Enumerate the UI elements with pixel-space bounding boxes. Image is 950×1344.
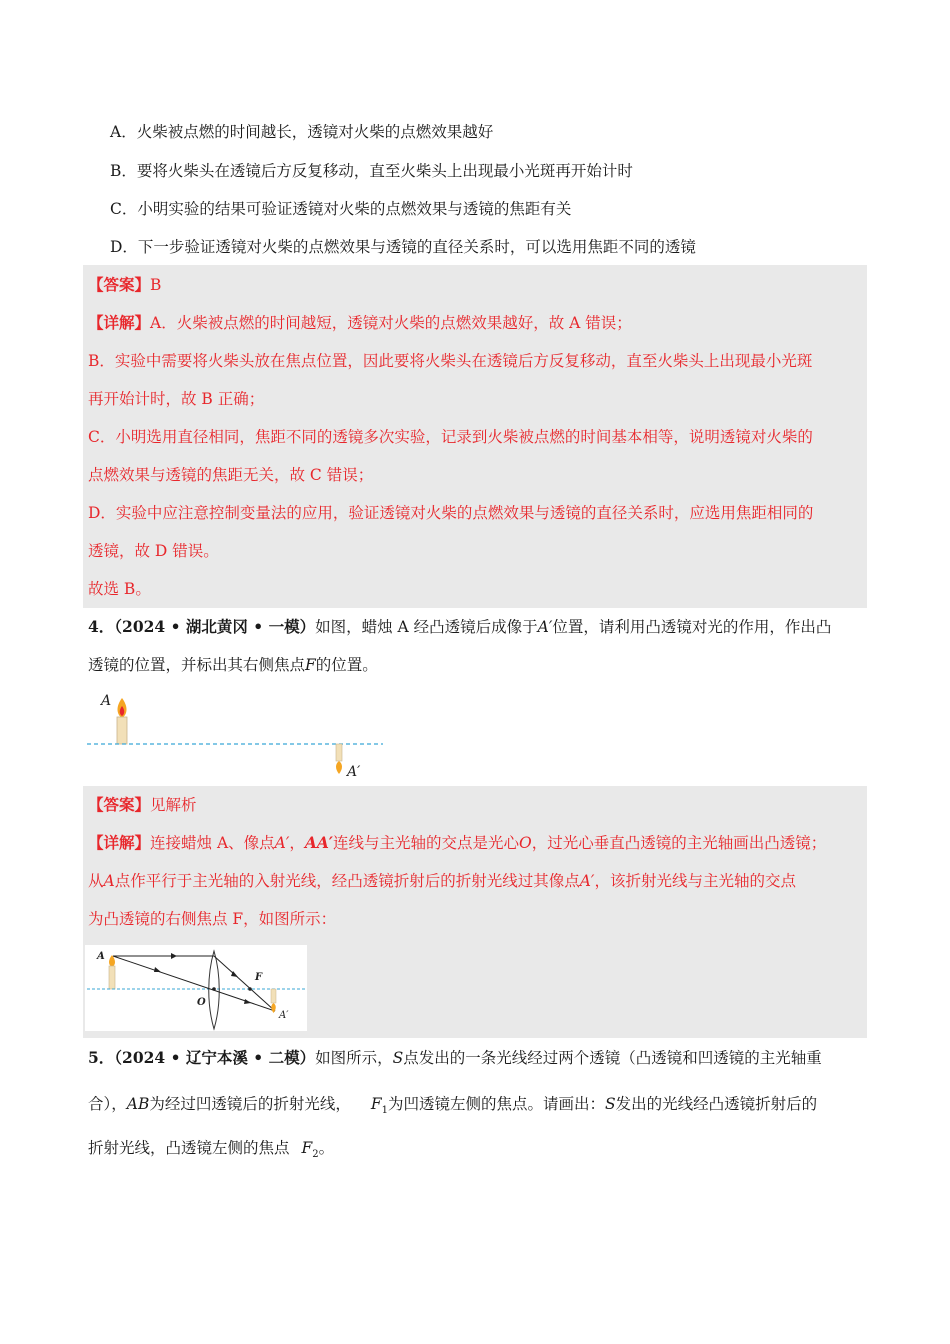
q5-f1: F [370,1095,382,1113]
q5-number: 5． [88,1048,115,1067]
ans-label-o: O [197,997,206,1008]
detail-tag: 【详解】 [88,313,151,332]
fig-label-aprime: A′ [347,764,361,780]
option-b: B．要将火柴头在透镜后方反复移动，直至火柴头上出现最小光斑再开始计时 [110,162,633,180]
detail-aprime: A′ [274,834,290,852]
ray-central [113,956,275,1011]
q5-stem-line-2 [88,1094,817,1121]
detail-sep: ， [289,834,305,852]
detail-text-4: 从 [88,872,104,890]
detail-aaprime: AA′ [304,833,334,852]
q3-detail-line-1 [88,313,632,333]
q5-stem-text-2: 点发出的一条光线经过两个透镜（凸透镜和凹透镜的主光轴重 [403,1049,822,1067]
q5-stem-text-3: 合）， [88,1095,127,1113]
ans-candle-body [109,966,115,989]
q3-detail-line-7: 透镜，故 D 错误。 [88,542,219,560]
q3-conclusion: 故选 B。 [88,580,151,598]
q5-stem-text-4: 为经过凹透镜后的折射光线， [149,1095,351,1113]
q4-source: （2024 • 湖北黄冈 • 一模） [114,617,316,636]
detail-text-3: ，过光心垂直凸透镜的主光轴画出凸透镜； [531,834,827,852]
q4-stem-text: 如图，蜡烛 A 经凸透镜后成像于 [315,618,538,636]
detail-text-5: 点作平行于主光轴的入射光线，经凸透镜折射后的折射光线过其像点 [114,872,580,890]
answer-tag: 【答案】 [88,795,151,814]
q5-ab: AB [126,1095,150,1113]
q5-stem-end: 。 [318,1139,335,1157]
q5-f1-sub: 1 [381,1105,389,1117]
q4-stem-text-3: 透镜的位置，并标出其右侧焦点 [88,656,306,674]
detail-text: A．火柴被点燃的时间越短，透镜对火柴的点燃效果越好，故 A 错误； [150,314,632,332]
q3-detail-line-4: C．小明选用直径相同，焦距不同的透镜多次实验，记录到火柴被点燃的时间基本相等，说明透镜对火柴的 [88,428,813,446]
q5-stem-text: 如图所示， [315,1049,393,1067]
q4-focus-f: F [305,656,316,674]
answer-value: B [150,276,162,294]
q5-stem-text-5: 为凹透镜左侧的焦点。请画出： [388,1095,606,1113]
candle-body [117,717,127,744]
q4-detail-line-3: 为凸透镜的右侧焦点 F，如图所示： [88,910,337,928]
q4-stem-text-2: 位置，请利用凸透镜对光的作用，作出凸 [552,618,832,636]
detail-aprime-2: A′ [579,872,595,890]
q5-stem-line-3 [88,1138,334,1165]
q4-detail-line-2 [88,871,796,891]
image-candle-body [336,744,342,761]
q4-aprime: A′ [537,618,553,636]
q5-stem-text-7: 折射光线，凸透镜左侧的焦点 [88,1139,290,1157]
option-a: A．火柴被点燃的时间越长，透镜对火柴的点燃效果越好 [110,123,494,141]
q3-detail-line-5: 点燃效果与透镜的焦距无关，故 C 错误； [88,466,374,484]
optical-center [212,987,216,991]
answer-tag: 【答案】 [88,275,151,294]
ans-label-f: F [255,972,263,983]
ans-label-aprime: A′ [279,1010,289,1021]
q4-number: 4． [88,617,115,636]
detail-o: O [519,834,532,852]
q4-stem-text-4: 的位置。 [315,656,378,674]
detail-tag: 【详解】 [88,833,151,852]
q4-answer-figure [85,945,307,1031]
focus-point [248,987,252,991]
q3-detail-line-3: 再开始计时，故 B 正确； [88,390,265,408]
ray-arrow-3 [154,967,161,972]
ray-arrow-1 [171,953,177,959]
option-d: D．下一步验证透镜对火柴的点燃效果与透镜的直径关系时，可以选用焦距不同的透镜 [110,238,696,256]
detail-text-6: ，该折射光线与主光轴的交点 [594,872,796,890]
ans-label-a: A [97,951,105,962]
option-c: C．小明实验的结果可验证透镜对火柴的点燃效果与透镜的焦距有关 [110,200,572,218]
q5-stem-line-1 [88,1048,822,1068]
q5-s: S [392,1049,404,1067]
image-candle-flame [336,761,342,774]
fig-label-a: A [101,693,112,709]
q3-answer [88,275,161,295]
detail-a: A [103,872,115,890]
q4-detail-line-1 [88,833,826,853]
q5-source: （2024 • 辽宁本溪 • 二模） [114,1048,316,1067]
q4-answer [88,795,197,815]
ray-arrow-4 [244,999,251,1004]
q4-stem-line-1 [88,617,831,637]
q5-f2: F [301,1139,313,1157]
q4-stem-line-2 [88,655,378,675]
answer-value: 见解析 [150,796,197,814]
detail-text: 连接蜡烛 A、像点 [150,834,275,852]
detail-text-2: 连线与主光轴的交点是光心 [333,834,520,852]
q5-s-2: S [605,1095,616,1113]
q5-f2-sub: 2 [312,1149,319,1161]
q3-detail-line-6: D．实验中应注意控制变量法的应用，验证透镜对火柴的点燃效果与透镜的直径关系时，应选用焦距相同的 [88,504,814,522]
q4-figure [85,688,395,780]
ans-image-flame [271,1003,276,1013]
q5-stem-text-6: 发出的光线经凸透镜折射后的 [615,1095,818,1113]
q3-detail-line-2: B．实验中需要将火柴头放在焦点位置，因此要将火柴头在透镜后方反复移动，直至火柴头上出现最小光斑 [88,352,813,370]
ans-image-body [271,989,276,1003]
